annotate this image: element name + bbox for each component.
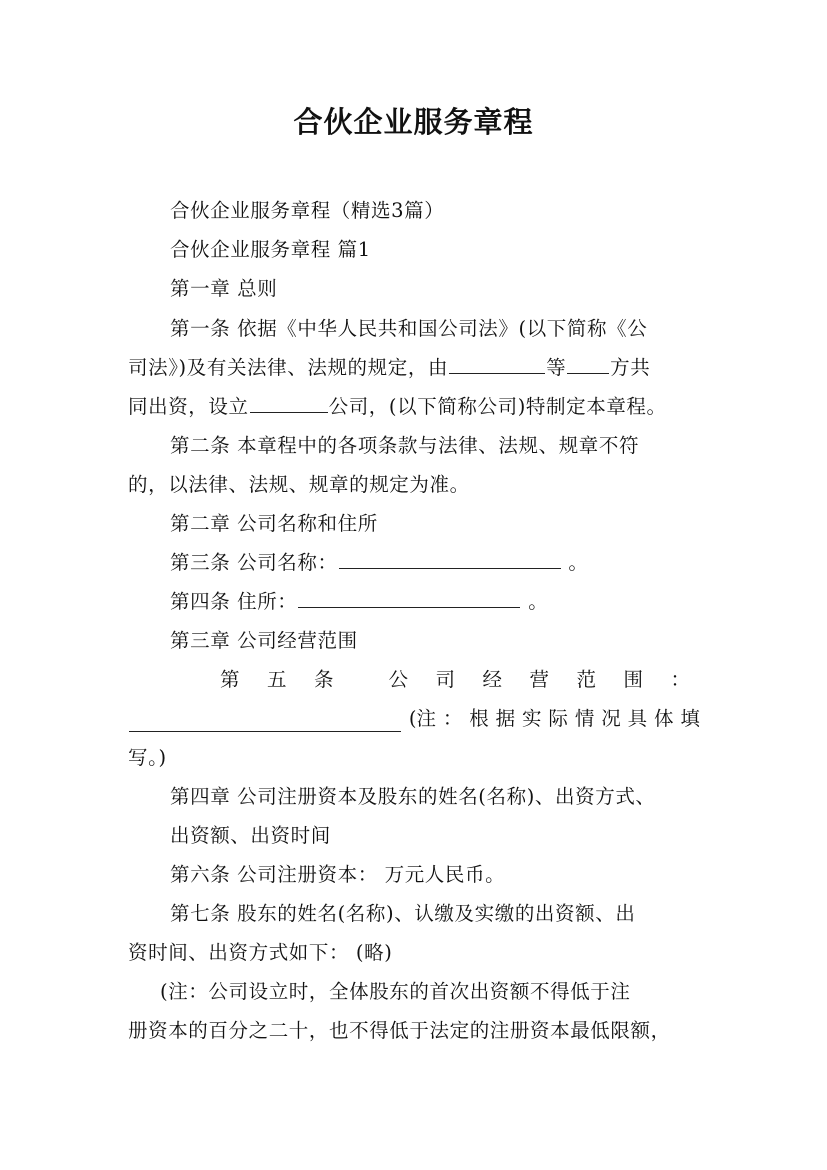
- text-span: 。: [561, 551, 589, 574]
- paragraph-line: [128, 355, 650, 381]
- paragraph-line: 第七条 股东的姓名(名称)、认缴及实缴的出资额、出: [170, 902, 636, 925]
- char: 第: [220, 668, 240, 691]
- text-span: 第四条 住所：: [170, 590, 298, 613]
- fill-in-blank: [339, 550, 561, 569]
- text-span: 同出资，设立: [128, 395, 249, 418]
- char: 营: [529, 668, 549, 691]
- paragraph-line: (注：公司设立时，全体股东的首次出资额不得低于注: [160, 980, 631, 1003]
- char: 围: [623, 668, 643, 691]
- paragraph-line: [170, 550, 589, 576]
- char: 司: [435, 668, 455, 691]
- char: 根: [469, 707, 489, 730]
- text-span: 等: [546, 356, 567, 379]
- char: 填: [680, 707, 700, 730]
- text-span: 。: [521, 590, 549, 613]
- paragraph-line: 册资本的百分之二十，也不得低于法定的注册资本最低限额，: [128, 1019, 671, 1042]
- subtitle-line: 合伙企业服务章程（精选3篇）: [170, 199, 445, 222]
- char: (注: [408, 707, 436, 730]
- paragraph-line: 写。): [128, 746, 167, 769]
- char: 况: [601, 707, 621, 730]
- text-span: 司法》)及有关法律、法规的规定，由: [128, 356, 449, 379]
- fill-in-blank: [250, 394, 328, 413]
- paragraph-line: [128, 706, 700, 732]
- char: 经: [482, 668, 502, 691]
- paragraph-line: 的，以法律、法规、规章的规定为准。: [128, 473, 470, 496]
- paragraph-line: [128, 394, 667, 420]
- document-title: 合伙企业服务章程: [293, 105, 534, 139]
- chapter-heading: 出资额、出资时间: [170, 824, 331, 847]
- char: 条: [314, 668, 334, 691]
- paragraph-line: 第六条 公司注册资本： 万元人民币。: [170, 863, 506, 886]
- char: 五: [267, 668, 287, 691]
- paragraph-line: [220, 667, 690, 693]
- text-span: 方共: [610, 356, 651, 379]
- fill-in-blank: [298, 589, 520, 608]
- paragraph-line: 第二条 本章程中的各项条款与法律、法规、规章不符: [170, 434, 640, 457]
- fill-in-blank: [449, 355, 545, 374]
- char: ：: [442, 707, 463, 730]
- char: ：: [670, 668, 690, 691]
- char: 际: [548, 707, 568, 730]
- chapter-heading: 第一章 总则: [170, 277, 278, 300]
- paragraph-line: 资时间、出资方式如下： (略): [128, 941, 393, 964]
- char: 据: [495, 707, 516, 730]
- text-span: 公司，(以下简称公司)特制定本章程。: [328, 395, 667, 418]
- chapter-heading: 第四章 公司注册资本及股东的姓名(名称)、出资方式、: [170, 785, 656, 808]
- paragraph-line: 第一条 依据《中华人民共和国公司法》(以下简称《公: [170, 317, 648, 340]
- char: 具: [627, 707, 648, 730]
- char: 公: [388, 668, 408, 691]
- fill-in-blank: [567, 355, 609, 374]
- fill-in-blank: [129, 711, 401, 732]
- chapter-heading: 第三章 公司经营范围: [170, 629, 358, 652]
- char: 范: [576, 668, 596, 691]
- paragraph-line: [170, 589, 548, 615]
- text-span: 第三条 公司名称：: [170, 551, 338, 574]
- chapter-heading: 第二章 公司名称和住所: [170, 512, 378, 535]
- char: 体: [653, 707, 674, 730]
- section-heading: 合伙企业服务章程 篇1: [170, 238, 371, 261]
- char: 情: [574, 707, 595, 730]
- char: 实: [522, 707, 542, 730]
